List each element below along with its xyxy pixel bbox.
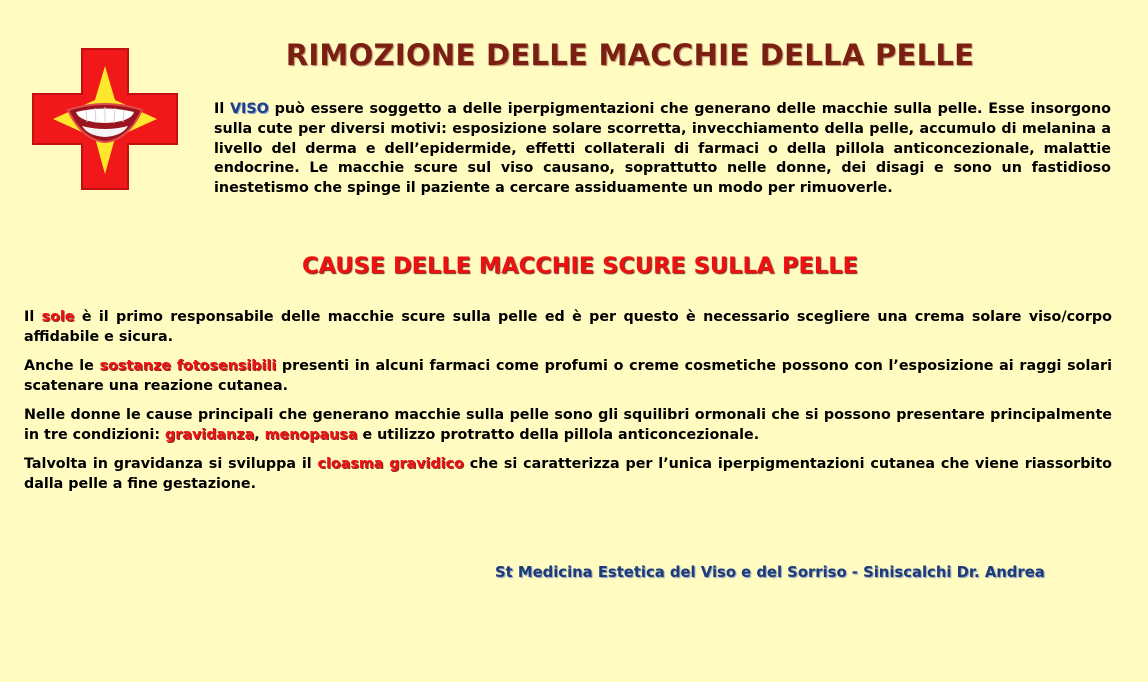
- cause-paragraph-cloasma: [24, 455, 1112, 495]
- footer-credit: St Medicina Estetica del Viso e del Sorriso - Siniscalchi Dr. Andrea: [495, 564, 1045, 581]
- keyword-menopausa: menopausa: [264, 426, 358, 443]
- cause-text: che si caratterizza per l’unica iperpigmentazioni cutanea che viene riassorbito dalla pelle a fine gestazione.: [24, 456, 1112, 493]
- cause-separator: ,: [254, 426, 265, 443]
- cause-lead: Il: [24, 309, 42, 325]
- keyword-sostanze-fotosensibili: sostanze fotosensibili: [99, 358, 277, 375]
- cause-text: è il primo responsabile delle macchie scure sulla pelle ed è per questo è necessario scegliere una crema solare viso/corpo affidabile e sicura.: [24, 309, 1112, 345]
- cause-paragraph-sun: [24, 308, 1112, 348]
- cause-text: e utilizzo protratto della pillola anticoncezionale.: [357, 426, 760, 443]
- cause-paragraph-hormonal: [24, 406, 1112, 446]
- cause-lead: Anche le: [24, 358, 100, 375]
- keyword-sole: sole: [41, 309, 75, 325]
- cause-paragraph-photosensitive: [24, 357, 1112, 397]
- keyword-cloasma-gravidico: cloasma gravidico: [317, 456, 464, 473]
- intro-text: può essere soggetto a delle iperpigmentazioni che generano delle macchie sulla pelle. Esse insorgono sulla cute per diversi motivi: esposizione solare scorretta, invecchiamento della pelle, accumulo di melanina a livello del derma e dell’epidermide, effetti collaterali di farmaci o della pillola anticoncezionale, malattie endocrine. Le macchie scure sul viso causano, soprattutto nelle donne, dei disagi e sono un fastidioso inestetismo che spinge il paziente a cercare assiduamente un modo per rimuoverle.: [214, 101, 1111, 197]
- cause-lead: Nelle donne le cause principali che generano macchie sulla pelle sono gli squilibri ormonali che si possono presentare principalmente in tre condizioni:: [24, 407, 1112, 443]
- intro-lead: Il: [214, 101, 230, 117]
- red-cross-smile-icon: [32, 48, 178, 190]
- page-title: RIMOZIONE DELLE MACCHIE DELLA PELLE: [285, 38, 975, 72]
- keyword-viso: VISO: [229, 101, 269, 117]
- cause-lead: Talvolta in gravidanza si sviluppa il: [24, 456, 318, 473]
- intro-paragraph: [214, 100, 1111, 199]
- section-title-causes: CAUSE DELLE MACCHIE SCURE SULLA PELLE: [302, 253, 858, 279]
- causes-section: [24, 308, 1112, 504]
- cause-text: presenti in alcuni farmaci come profumi o creme cosmetiche possono con l’esposizione ai raggi solari scatenare una reazione cutanea.: [24, 358, 1112, 394]
- keyword-gravidanza: gravidanza: [165, 426, 255, 443]
